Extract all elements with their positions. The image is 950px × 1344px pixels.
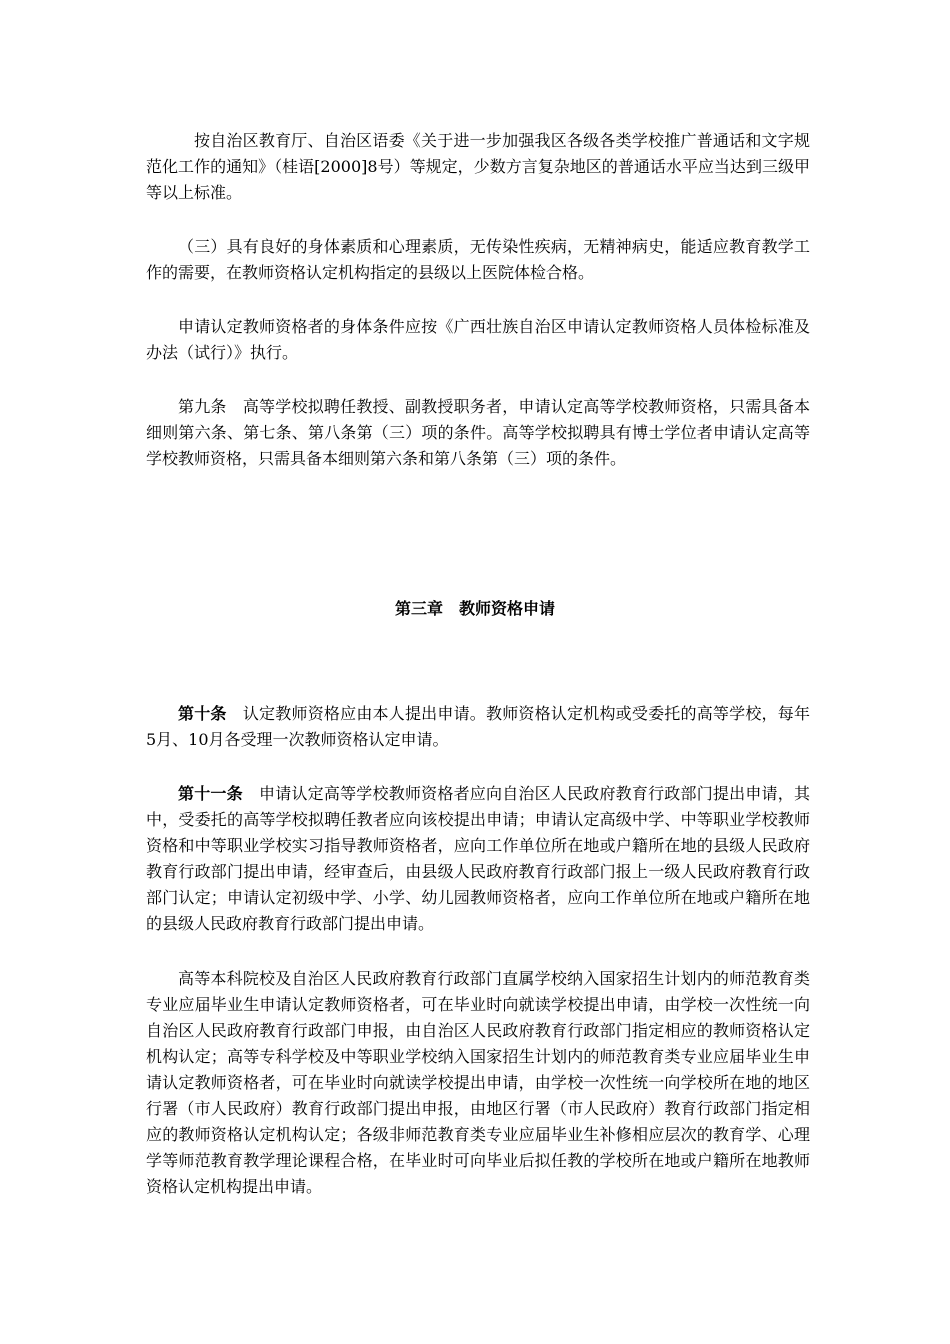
- paragraph-text: （三）具有良好的身体素质和心理素质，无传染性疾病，无精神病史，能适应教育教学工作的需要，在教师资格认定机构指定的县级以上医院体检合格。: [146, 237, 810, 282]
- article-text: 高等学校拟聘任教授、副教授职务者，申请认定高等学校教师资格，只需具备本细则第六条、第七条、第八条第（三）项的条件。高等学校拟聘具有博士学位者申请认定高等学校教师资格，只需具备本细则第六条和第八条第（三）项的条件。: [146, 397, 810, 468]
- article-text: 认定教师资格应由本人提出申请。教师资格认定机构或受委托的高等学校，每年5月、10月各受理一次教师资格认定申请。: [146, 704, 810, 749]
- article-10: [146, 701, 810, 753]
- paragraph-physical-exam-standard: [146, 314, 810, 366]
- chapter-heading: [0, 596, 950, 622]
- article-number: 第十条: [178, 704, 227, 723]
- paragraph-health-condition: [146, 234, 810, 286]
- paragraph-text: 申请认定教师资格者的身体条件应按《广西壮族自治区申请认定教师资格人员体检标准及办法（试行）》执行。: [146, 317, 810, 362]
- paragraph-graduate-application: [146, 966, 810, 1200]
- paragraph-putonghua-standard: [146, 128, 810, 206]
- article-11: [146, 781, 810, 937]
- article-9: [146, 394, 810, 472]
- article-number: 第十一条: [178, 784, 243, 803]
- chapter-number: 第三章: [394, 599, 443, 618]
- article-text: 申请认定高等学校教师资格者应向自治区人民政府教育行政部门提出申请，其中，受委托的高等学校拟聘任教者应向该校提出申请；申请认定高级中学、中等职业学校教师资格和中等职业学校实习指导教师资格者，应向工作单位所在地或户籍所在地的县级人民政府教育行政部门提出申请，经审查后，由县级人民政府教育行政部门报上一级人民政府教育行政部门认定；申请认定初级中学、小学、幼儿园教师资格者，应向工作单位所在地或户籍所在地的县级人民政府教育行政部门提出申请。: [146, 784, 810, 933]
- paragraph-text: 按自治区教育厅、自治区语委《关于进一步加强我区各级各类学校推广普通话和文字规范化工作的通知》（桂语[2000]8号）等规定，少数方言复杂地区的普通话水平应当达到三级甲等以上标准。: [146, 131, 810, 202]
- paragraph-text: 高等本科院校及自治区人民政府教育行政部门直属学校纳入国家招生计划内的师范教育类专业应届毕业生申请认定教师资格者，可在毕业时向就读学校提出申请，由学校一次性统一向自治区人民政府教育行政部门申报，由自治区人民政府教育行政部门指定相应的教师资格认定机构认定；高等专科学校及中等职业学校纳入国家招生计划内的师范教育类专业应届毕业生申请认定教师资格者，可在毕业时向就读学校提出申请，由学校一次性统一向学校所在地的地区行署（市人民政府）教育行政部门提出申报，由地区行署（市人民政府）教育行政部门指定相应的教师资格认定机构认定；各级非师范教育类专业应届毕业生补修相应层次的教育学、心理学等师范教育教学理论课程合格，在毕业时可向毕业后拟任教的学校所在地或户籍所在地教师资格认定机构提出申请。: [146, 969, 810, 1196]
- article-number: 第九条: [178, 397, 227, 416]
- chapter-title: 教师资格申请: [459, 599, 556, 618]
